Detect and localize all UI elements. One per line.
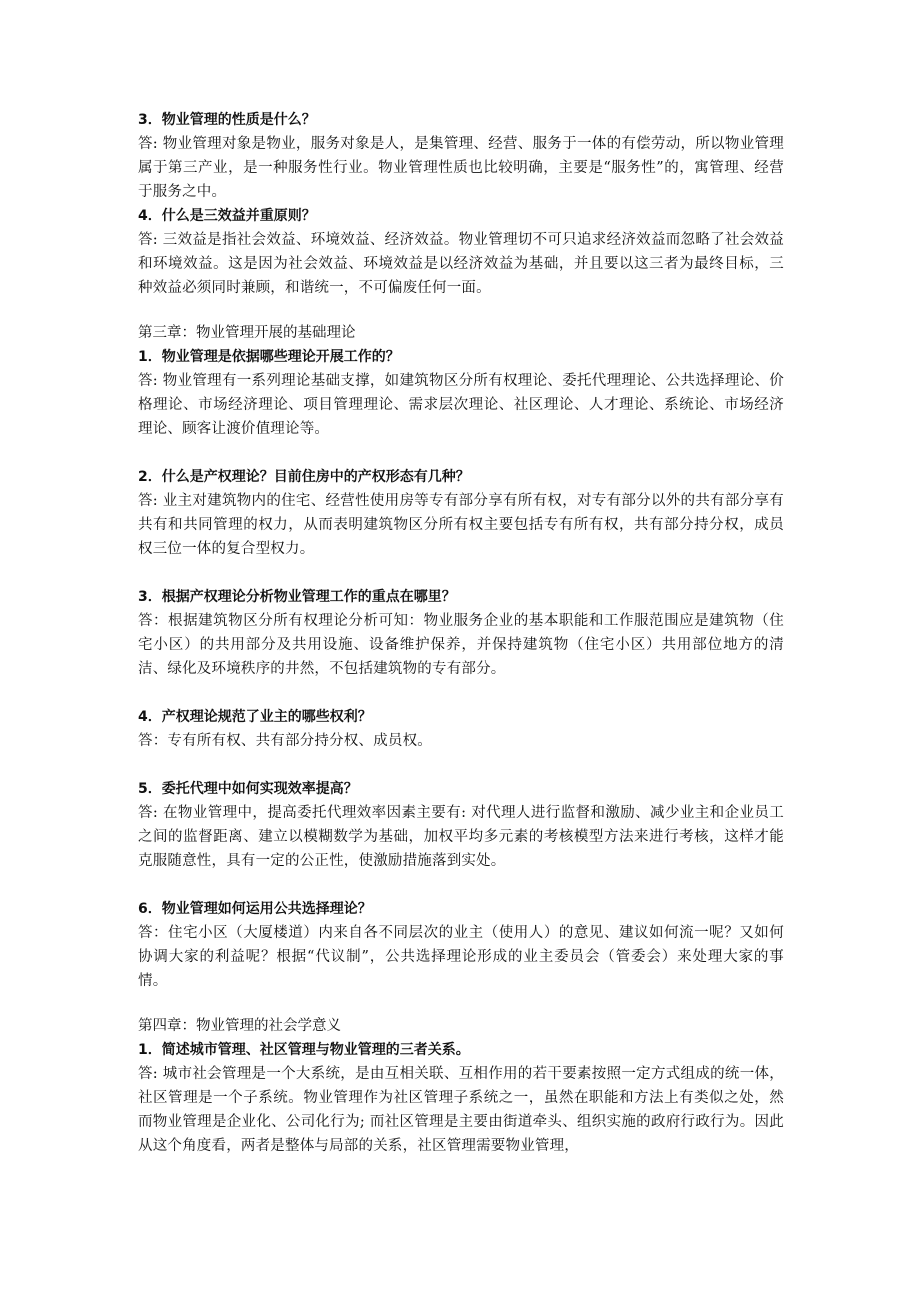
- question-heading: 5．委托代理中如何实现效率提高？: [138, 781, 358, 797]
- question-heading: 3．物业管理的性质是什么？: [138, 112, 316, 128]
- answer-paragraph: 答: 三效益是指社会效益、环境效益、经济效益。物业管理切不可只追求经济效益而忽略了社会效益和环境效益。这是因为社会效益、环境效益是以经济效益为基础，并且要以这三者为最终目标，三种效益必须同时兼顾，和谐统一，不可偏废任何一面。: [138, 232, 784, 296]
- question-heading: 1．简述城市管理、社区管理与物业管理的三者关系。: [138, 1042, 470, 1058]
- answer-paragraph: 答：专有所有权、共有部分持分权、成员权。: [138, 733, 432, 749]
- question-heading: 6．物业管理如何运用公共选择理论？: [138, 901, 372, 917]
- question-heading: 4．产权理论规范了业主的哪些权利？: [138, 709, 372, 725]
- answer-paragraph: 答: 物业管理对象是物业，服务对象是人，是集管理、经营、服务于一体的有偿劳动，所以物业管理属于第三产业，是一种服务性行业。物业管理性质也比较明确，主要是“服务性”的，寓管理、经营于服务之中。: [138, 136, 784, 200]
- answer-paragraph: 答: 业主对建筑物内的住宅、经营性使用房等专有部分享有所有权，对专有部分以外的共有部分享有共有和共同管理的权力，从而表明建筑物区分所有权主要包括专有所有权，共有部分持分权，成员权三位一体的复合型权力。: [138, 493, 784, 557]
- chapter-title: 第三章：物业管理开展的基础理论: [138, 325, 356, 341]
- question-heading: 1．物业管理是依据哪些理论开展工作的？: [138, 349, 400, 365]
- question-heading: 2．什么是产权理论？目前住房中的产权形态有几种？: [138, 469, 470, 485]
- document-page: [138, 108, 784, 1158]
- question-heading: 4．什么是三效益并重原则？: [138, 208, 316, 224]
- question-heading: 3．根据产权理论分析物业管理工作的重点在哪里？: [138, 589, 456, 605]
- answer-paragraph: 答: 在物业管理中，提高委托代理效率因素主要有: 对代理人进行监督和激励、减少业主和企业员工之间的监督距离、建立以模糊数学为基础，加权平均多元素的考核模型方法来进行考核，这样才能克服随意性，具有一定的公正性，使激励措施落到实处。: [138, 805, 784, 869]
- answer-paragraph: 答: 城市社会管理是一个大系统，是由互相关联、互相作用的若干要素按照一定方式组成的统一体，社区管理是一个子系统。物业管理作为社区管理子系统之一，虽然在职能和方法上有类似之处，然而物业管理是企业化、公司化行为; 而社区管理是主要由街道牵头、组织实施的政府行政行为。因此从这个角度看，两者是整体与局部的关系，社区管理需要物业管理，: [138, 1066, 784, 1154]
- chapter-title: 第四章：物业管理的社会学意义: [138, 1018, 341, 1034]
- answer-paragraph: 答: 物业管理有一系列理论基础支撑，如建筑物区分所有权理论、委托代理理论、公共选择理论、价格理论、市场经济理论、项目管理理论、需求层次理论、社区理论、人才理论、系统论、市场经济理论、顾客让渡价值理论等。: [138, 373, 784, 437]
- answer-paragraph: 答：根据建筑物区分所有权理论分析可知：物业服务企业的基本职能和工作服范围应是建筑物（住宅小区）的共用部分及共用设施、设备维护保养，并保持建筑物（住宅小区）共用部位地方的清洁、绿化及环境秩序的井然，不包括建筑物的专有部分。: [138, 613, 784, 677]
- answer-paragraph: 答：住宅小区（大厦楼道）内来自各不同层次的业主（使用人）的意见、建议如何流一呢？又如何协调大家的利益呢？根据“代议制”，公共选择理论形成的业主委员会（管委会）来处理大家的事情。: [138, 925, 784, 989]
